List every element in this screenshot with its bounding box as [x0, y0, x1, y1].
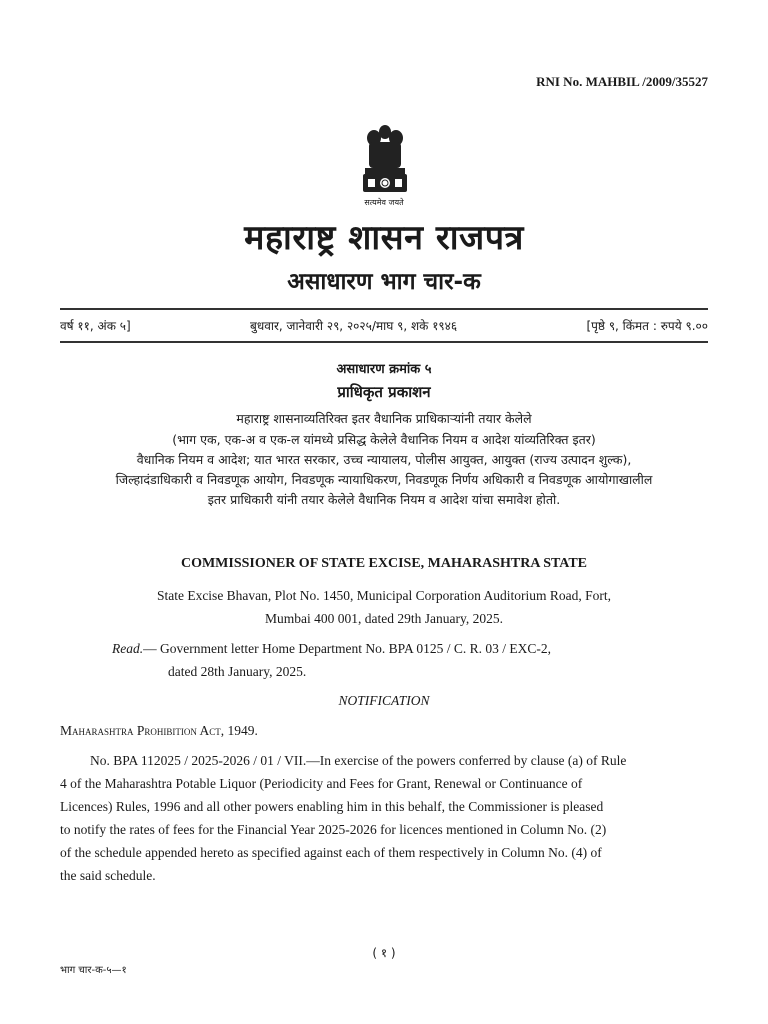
extraordinary-number: असाधारण क्रमांक ५ [336, 362, 432, 377]
ashoka-emblem-icon [357, 118, 413, 202]
emblem-motto: सत्यमेव जयते [364, 198, 404, 207]
intro-line-4: जिल्हादंडाधिकारी व निवडणूक आयोग, निवडणूक न्यायाधिकरण, निवडणूक निर्णय अधिकारी व निवडणूक आयोगाखालील [115, 472, 653, 487]
gazette-title: महाराष्ट्र शासन राजपत्र [244, 218, 524, 258]
intro-line-5: इतर प्राधिकारी यांनी तयार केलेले वैधानिक नियम व आदेश यांचा समावेश होतो. [207, 492, 561, 507]
issue-line [60, 317, 708, 337]
footer-code: भाग चार-क-५—१ [60, 965, 127, 976]
rni-number: RNI No. MAHBIL /2009/35527 [536, 74, 708, 89]
notice-address-line-2: Mumbai 400 001, dated 29th January, 2025. [265, 611, 503, 626]
notification-para-line-4: to notify the rates of fees for the Financial Year 2025-2026 for licences mentioned in Column No. (2) [60, 822, 607, 837]
notification-para-line-1: No. BPA 112025 / 2025-2026 / 01 / VII.—In exercise of the powers conferred by clause (a) of Rule [90, 753, 627, 768]
notice-address-line-1: State Excise Bhavan, Plot No. 1450, Municipal Corporation Auditorium Road, Fort, [156, 588, 612, 603]
read-text: — Government letter Home Department No. BPA 0125 / C. R. 03 / EXC-2, [143, 641, 551, 656]
issue-date: बुधवार, जानेवारी २९, २०२५/माघ ९, शके १९४६ [250, 319, 458, 333]
intro-line-3: वैधानिक नियम व आदेश; यात भारत सरकार, उच्च न्यायालय, पोलीस आयुक्त, आयुक्त (राज्य उत्पादन शुल्क), [136, 452, 632, 467]
notification-para-line-3: Licences) Rules, 1996 and all other powers enabling him in this behalf, the Commissioner is pleased [60, 799, 604, 814]
intro-line-2: (भाग एक, एक-अ व एक-ल यांमध्ये प्रसिद्ध केलेले वैधानिक नियम व आदेश यांव्यतिरिक्त इतर) [172, 432, 596, 447]
top-rule [60, 308, 708, 310]
notification-heading: NOTIFICATION [338, 693, 430, 708]
authorized-publication: प्राधिकृत प्रकाशन [337, 383, 431, 401]
notification-para-line-6: the said schedule. [60, 868, 156, 883]
bottom-rule [60, 341, 708, 343]
read-label: Read. [112, 641, 144, 656]
read-reference-date: dated 28th January, 2025. [168, 664, 307, 679]
notification-para-line-2: 4 of the Maharashtra Potable Liquor (Periodicity and Fees for Grant, Renewal or Continuance of [60, 776, 583, 791]
issue-price: [पृष्ठे ९, किंमत : रुपये ९.०० [586, 319, 708, 333]
gazette-subtitle: असाधारण भाग चार-क [287, 269, 481, 295]
read-reference [112, 641, 551, 657]
act-reference: Maharashtra Prohibition Act, 1949. [60, 723, 258, 738]
notice-authority: COMMISSIONER OF STATE EXCISE, MAHARASHTRA STATE [180, 556, 588, 571]
page-number: ( १ ) [372, 946, 396, 960]
notification-para-line-5: of the schedule appended hereto as specified against each of them respectively in Column No. (4) of [60, 845, 602, 860]
intro-line-1: महाराष्ट्र शासनाव्यतिरिक्त इतर वैधानिक प्राधिकाऱ्यांनी तयार केलेले [236, 411, 532, 426]
issue-volume: वर्ष ११, अंक ५] [60, 319, 131, 333]
